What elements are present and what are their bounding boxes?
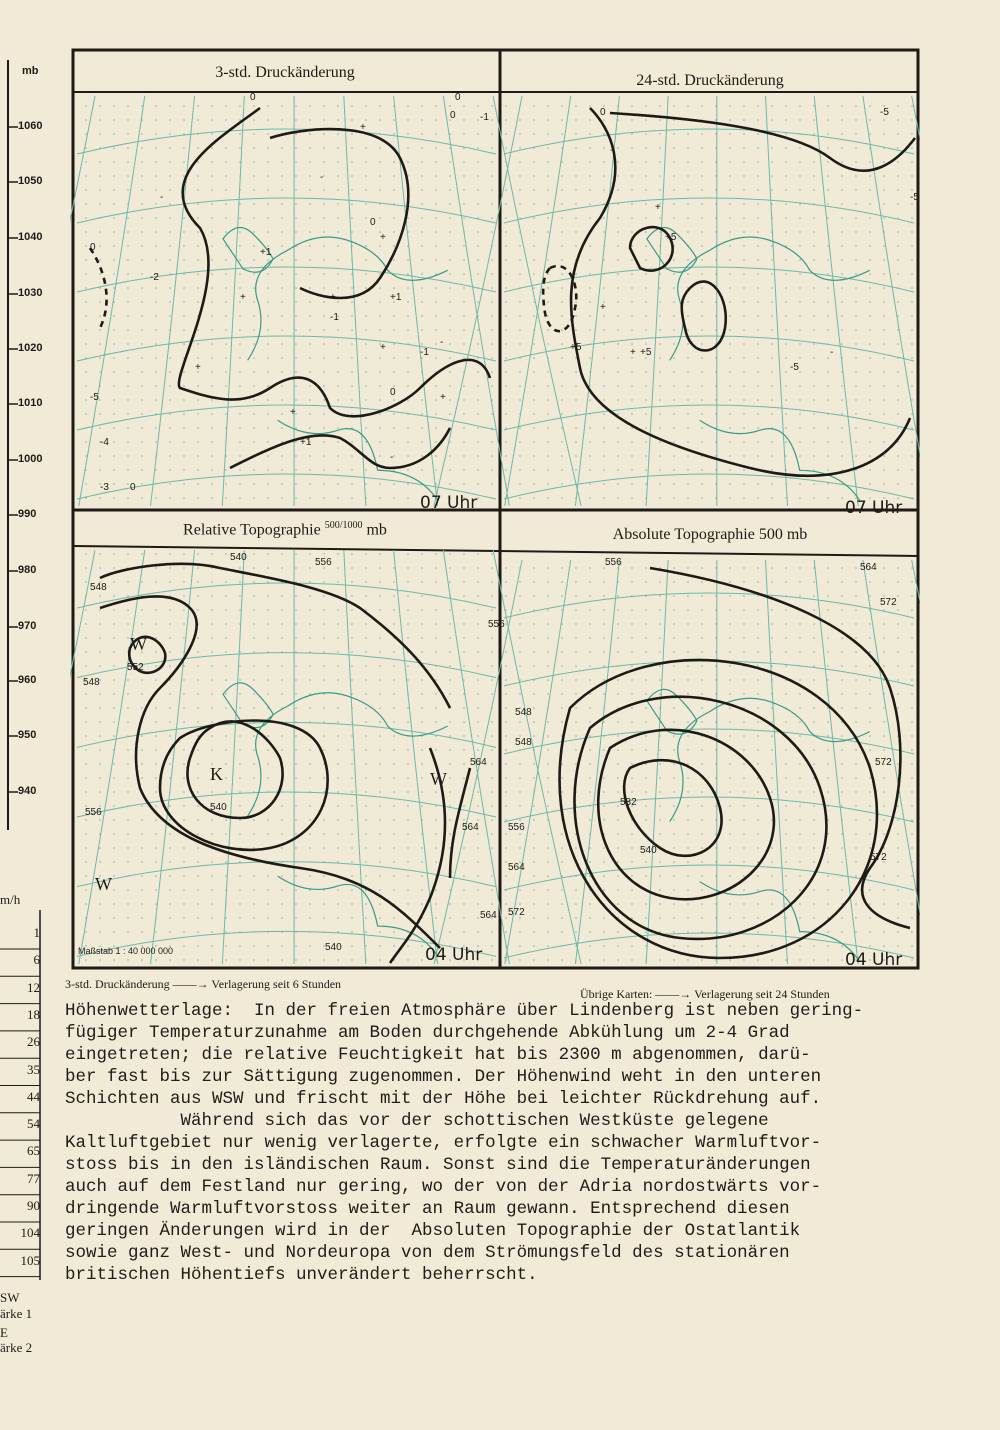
wind-table-row: 44 xyxy=(27,1088,40,1104)
map-label: 564 xyxy=(480,910,497,921)
wind-legend-3: E xyxy=(0,1325,8,1340)
panel-bl-time: 04 Uhr xyxy=(425,945,483,965)
panel-bl-title-frac: 500/1000 xyxy=(324,520,363,531)
map-label: K xyxy=(210,764,223,784)
map-label: -5 xyxy=(910,192,919,203)
map-label: +5 xyxy=(665,232,677,243)
text-line: geringen Änderungen wird in der Absoluten Topographie der Ostatlantik xyxy=(65,1221,801,1241)
map-label: W xyxy=(95,874,112,894)
text-line: dringende Warmluftvorstoss weiter an Raum gewann. Entsprechend diesen xyxy=(65,1199,790,1219)
weather-text xyxy=(65,1000,990,1286)
map-label: 556 xyxy=(488,619,505,630)
map-label: 548 xyxy=(90,582,107,593)
text-line: fügiger Temperaturzunahme am Boden durchgehende Abkühlung um 2-4 Grad xyxy=(65,1023,790,1043)
map-label: 564 xyxy=(462,822,479,833)
pressure-label: 1000 xyxy=(18,453,43,465)
map-label: 564 xyxy=(508,862,525,873)
pressure-label: 990 xyxy=(18,508,37,520)
pressure-label: 1040 xyxy=(18,231,43,243)
map-br-bg xyxy=(502,558,916,966)
text-line: Höhenwetterlage: In der freien Atmosphäre über Lindenberg ist neben gering- xyxy=(65,1001,864,1021)
map-label: + xyxy=(380,342,386,353)
map-tr-bg xyxy=(502,94,916,508)
panel-br-title: Absolute Topographie 500 mb xyxy=(612,526,808,543)
wind-table-row: 26 xyxy=(27,1034,40,1050)
map-label: 0 xyxy=(600,107,606,118)
map-label: 548 xyxy=(83,677,100,688)
map-label: -5 xyxy=(790,362,799,373)
map-label: + xyxy=(380,232,386,243)
wind-table-row: 35 xyxy=(27,1061,40,1077)
map-label: -1 xyxy=(420,347,429,358)
wind-table-row: 90 xyxy=(27,1198,40,1213)
pressure-label: 960 xyxy=(18,674,37,686)
wind-table-row: 105 xyxy=(20,1252,40,1268)
map-label: 0 xyxy=(455,92,461,103)
map-label: + xyxy=(600,302,606,313)
map-label: +1 xyxy=(300,437,312,448)
map-label: 0 xyxy=(390,387,396,398)
map-frame xyxy=(70,48,920,970)
map-label: -5 xyxy=(90,392,99,403)
map-label: -3 xyxy=(100,482,109,493)
map-label: +1 xyxy=(390,292,402,303)
map-label: 572 xyxy=(870,852,887,863)
pressure-label: 1060 xyxy=(18,120,43,132)
map-label: + xyxy=(630,347,636,358)
panel-tr-time: 07 Uhr xyxy=(845,498,903,518)
map-label: 540 xyxy=(230,552,247,563)
map-label: W xyxy=(430,769,447,789)
wind-table-row: 65 xyxy=(27,1143,40,1159)
panel-bl-title xyxy=(70,520,500,539)
pressure-label: 1020 xyxy=(18,342,43,354)
wind-legend-1: SW xyxy=(0,1290,20,1305)
text-line: stoss bis in den isländischen Raum. Sonst sind die Temperaturänderungen xyxy=(65,1155,811,1175)
panel-tl-time: 07 Uhr xyxy=(420,493,478,513)
map-label: + xyxy=(195,362,201,373)
pressure-label: 950 xyxy=(18,729,37,741)
map-label: 532 xyxy=(620,797,637,808)
map-panels xyxy=(70,48,920,970)
text-line: auch auf dem Festland nur gering, wo der von der Adria nordostwärts vor- xyxy=(65,1177,822,1197)
map-label: 556 xyxy=(315,557,332,568)
wind-table-row: 12 xyxy=(27,979,40,995)
map-label: 0 xyxy=(450,110,456,121)
map-label: + xyxy=(655,202,661,213)
panel-tr-title: 24-std. Druckänderung xyxy=(636,72,784,89)
map-label: + xyxy=(330,292,336,303)
caption-left: 3-std. Druckänderung ——→ Verlagerung seit 6 Stunden xyxy=(65,977,342,991)
map-label: -1 xyxy=(480,112,489,123)
map-label: -5 xyxy=(880,107,889,118)
panel-tl-title: 3-std. Druckänderung xyxy=(215,64,355,81)
pressure-label: 940 xyxy=(18,785,37,797)
map-label: 552 xyxy=(127,662,144,673)
map-label: + xyxy=(290,407,296,418)
map-label: 564 xyxy=(470,757,487,768)
wind-table-row: 104 xyxy=(20,1225,40,1241)
wind-table-row: 77 xyxy=(27,1170,40,1186)
text-line: ber fast bis zur Sättigung zugenommen. Der Höhenwind weht in den unteren xyxy=(65,1067,822,1087)
text-line: britischen Höhentiefs unverändert beherrscht. xyxy=(65,1265,538,1285)
wind-table-row: 18 xyxy=(27,1006,40,1022)
map-label: 548 xyxy=(515,737,532,748)
pressure-label: 1030 xyxy=(18,287,43,299)
map-label: 0 xyxy=(90,242,96,253)
map-label: 0 xyxy=(370,217,376,228)
wind-legend-4: ärke 2 xyxy=(0,1340,33,1355)
map-label: 572 xyxy=(880,597,897,608)
map-label: -1 xyxy=(330,312,339,323)
map-tl-bg xyxy=(75,94,498,508)
map-label: - xyxy=(610,145,614,156)
map-label: + xyxy=(240,292,246,303)
map-label: 540 xyxy=(325,942,342,953)
text-line: Kaltluftgebiet nur wenig verlagerte, erfolgte ein schwacher Warmluftvor- xyxy=(65,1133,822,1153)
map-label: - xyxy=(320,172,324,183)
map-label: 572 xyxy=(875,757,892,768)
map-label: - xyxy=(390,452,394,463)
wind-legend-2: ärke 1 xyxy=(0,1306,33,1321)
map-label: 572 xyxy=(508,907,525,918)
map-label: 0 xyxy=(130,482,136,493)
pressure-label: 970 xyxy=(18,620,37,632)
map-label: -4 xyxy=(100,437,109,448)
wind-table-row: 6 xyxy=(33,952,40,968)
caption-right: Übrige Karten: ——→ Verlagerung seit 24 Stunden xyxy=(580,987,830,1001)
panel-bl-title-main: Relative Topographie xyxy=(183,521,325,539)
text-line: Schichten aus WSW und frischt mit der Höhe bei leichter Rückdrehung auf. xyxy=(65,1089,822,1109)
pressure-label: 1010 xyxy=(18,397,43,409)
map-label: - xyxy=(440,337,444,348)
map-label: +1 xyxy=(260,247,272,258)
pressure-unit: mb xyxy=(22,65,39,77)
map-label: W xyxy=(130,634,147,654)
map-label: +5 xyxy=(640,347,652,358)
wind-table-header: m/h xyxy=(0,892,21,907)
map-label: 564 xyxy=(860,562,877,573)
map-label: 556 xyxy=(605,557,622,568)
map-label: 548 xyxy=(515,707,532,718)
panel-bl-title-unit: mb xyxy=(362,521,387,539)
text-line: eingetreten; die relative Feuchtigkeit hat bis 2300 m abgenommen, darü- xyxy=(65,1045,811,1065)
map-label: +5 xyxy=(570,342,582,353)
map-scale-note: Maßstab 1 : 40 000 000 xyxy=(78,946,174,956)
text-line: sowie ganz West- und Nordeuropa von dem Strömungsfeld des stationären xyxy=(65,1243,790,1263)
wind-table-row: 54 xyxy=(27,1116,40,1132)
pressure-label: 980 xyxy=(18,564,37,576)
map-label: - xyxy=(830,347,834,358)
pressure-label: 1050 xyxy=(18,175,43,187)
text-line: Während sich das vor der schottischen Westküste gelegene xyxy=(65,1111,769,1131)
map-label: 556 xyxy=(508,822,525,833)
map-label: - xyxy=(160,192,164,203)
panel-br-time: 04 Uhr xyxy=(845,950,903,970)
map-label: 540 xyxy=(640,845,657,856)
map-label: + xyxy=(360,122,366,133)
wind-table-row: 1 xyxy=(33,925,40,940)
map-label: 540 xyxy=(210,802,227,813)
map-label: + xyxy=(440,392,446,403)
map-label: 556 xyxy=(85,807,102,818)
map-label: -2 xyxy=(150,272,159,283)
map-label: 0 xyxy=(250,92,256,103)
